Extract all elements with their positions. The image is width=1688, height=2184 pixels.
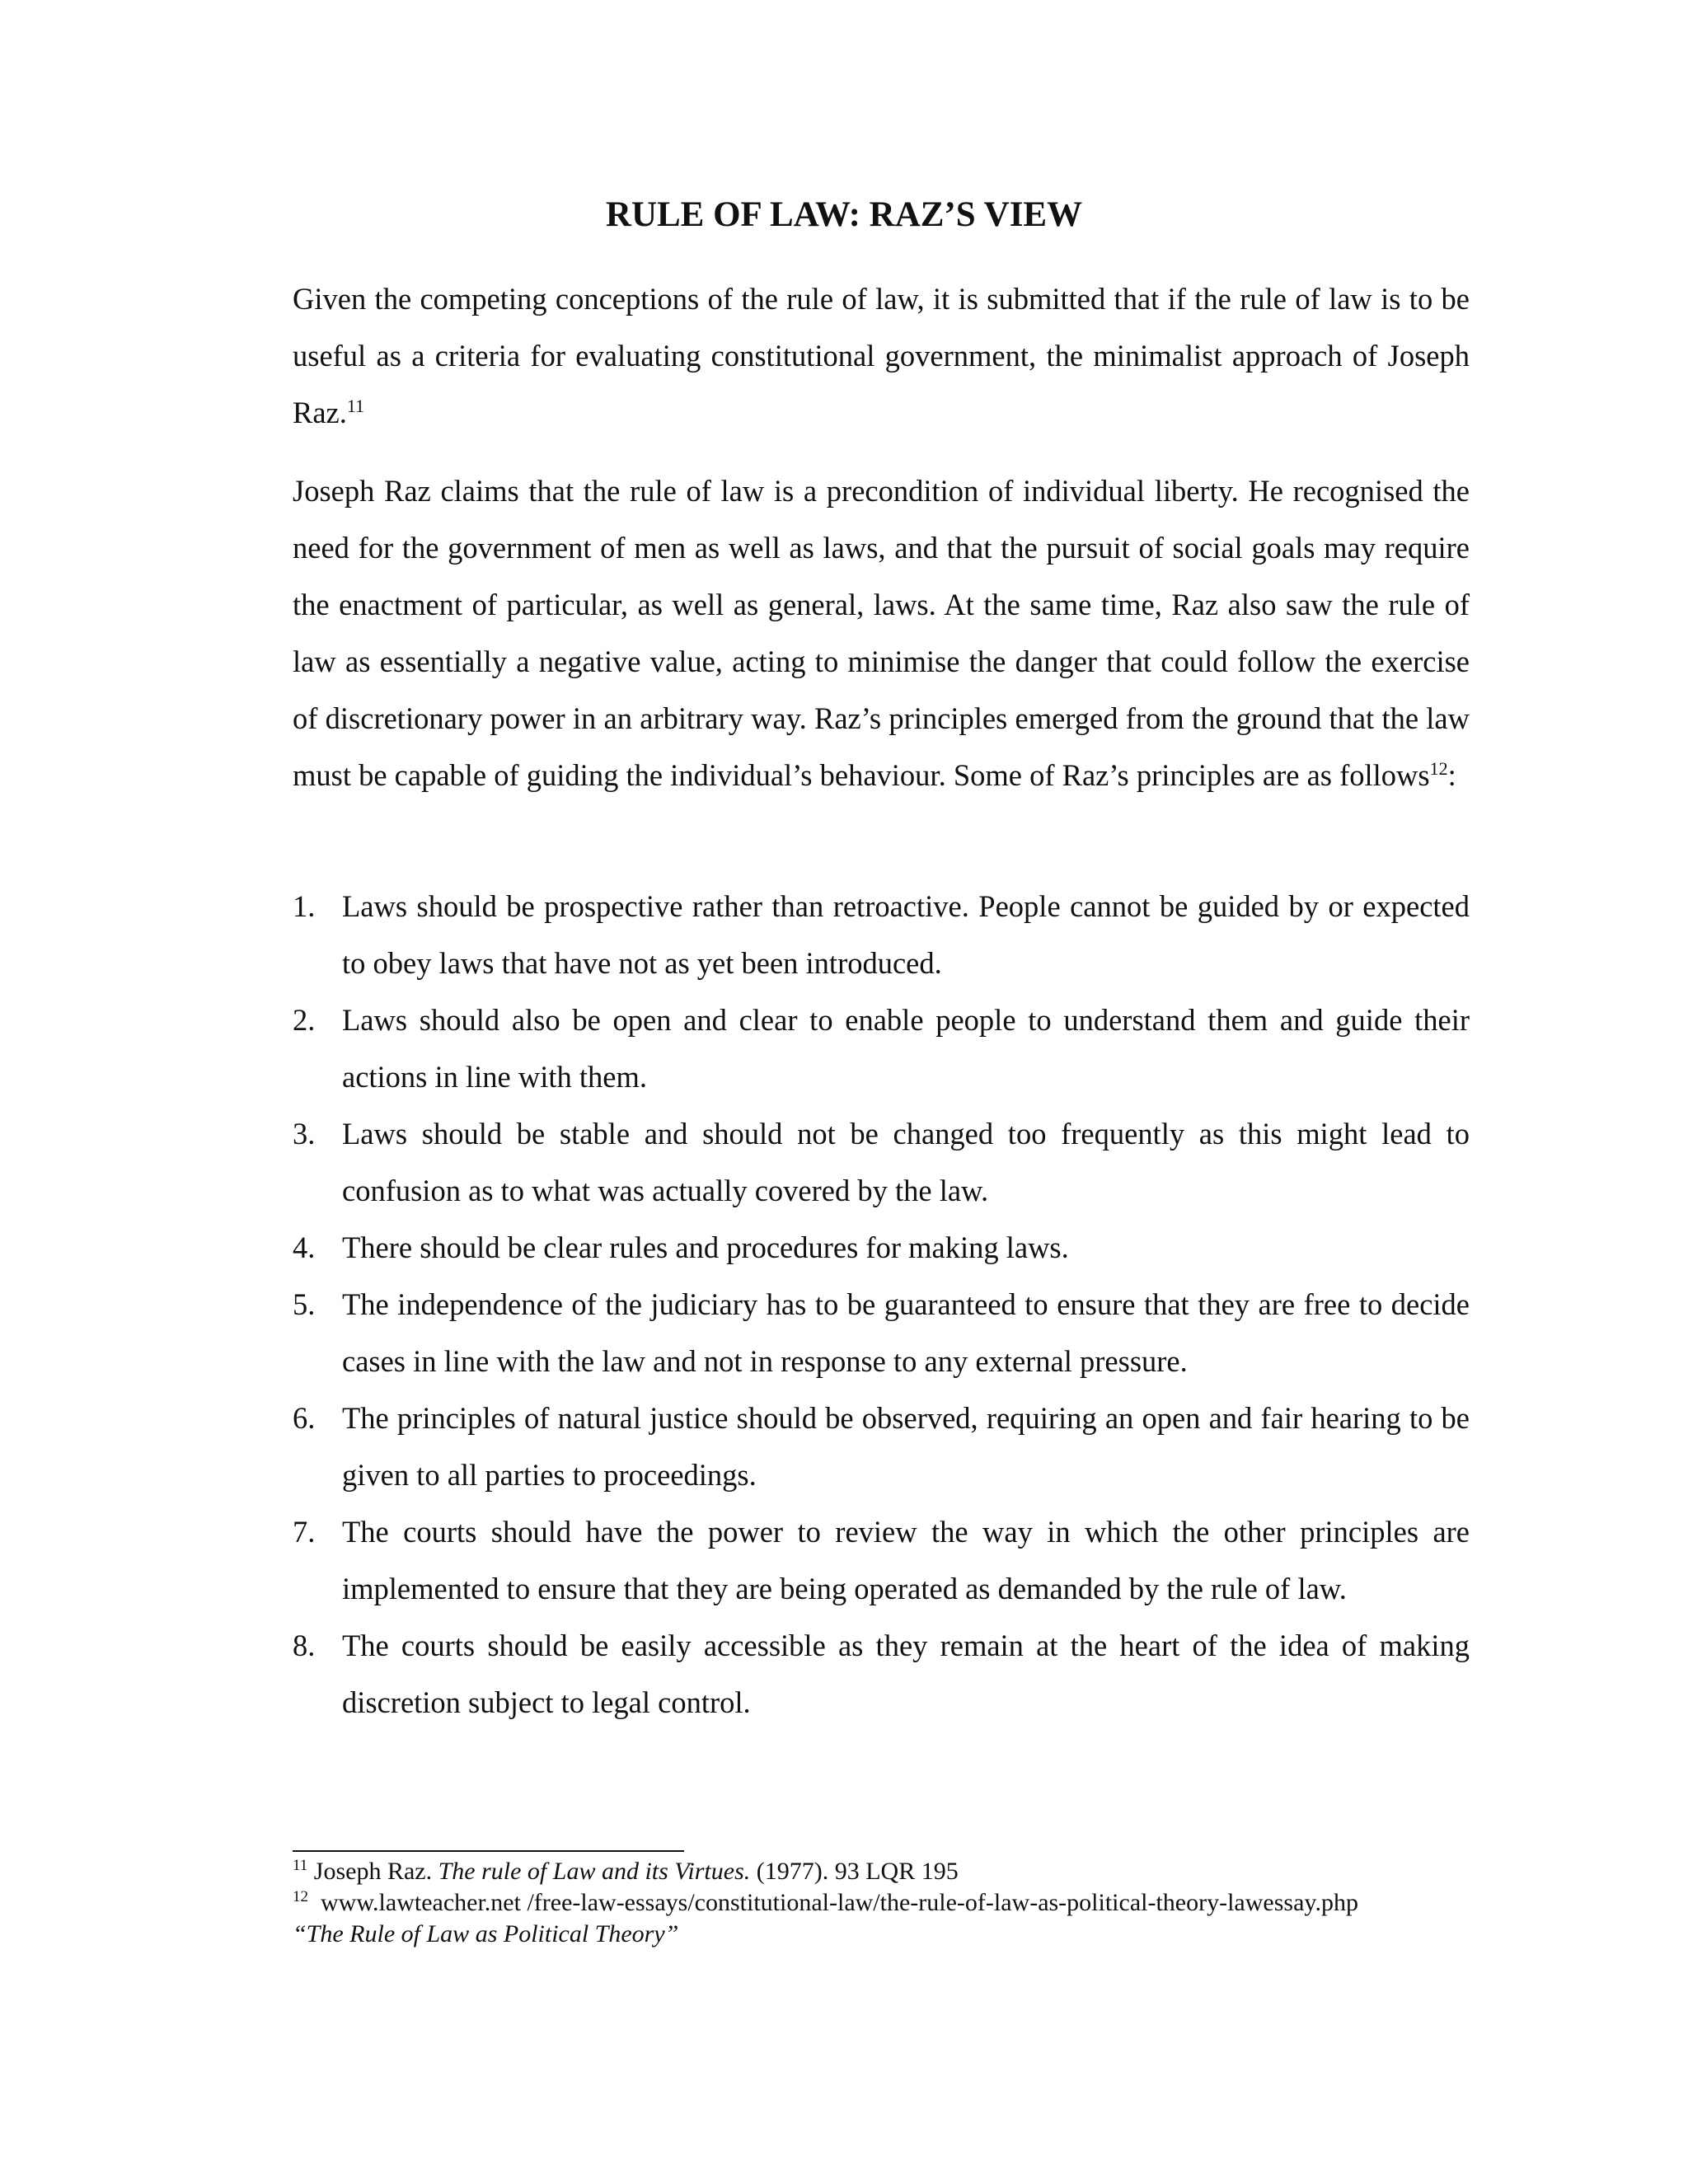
list-item-text: There should be clear rules and procedures for making laws.: [342, 1230, 1069, 1264]
list-item-text: Laws should be stable and should not be changed too frequently as this might lead to confusion as to what was actually covered by the law.: [342, 1117, 1470, 1207]
footnote-12-title: “The Rule of Law as Political Theory”: [293, 1920, 679, 1947]
footnote-divider: [293, 1850, 684, 1852]
footnote-author: Joseph Raz.: [307, 1858, 438, 1885]
list-item: [293, 878, 1470, 991]
footnote-work-title: The rule of Law and its Virtues.: [438, 1858, 751, 1885]
raz-text: Joseph Raz claims that the rule of law is a precondition of individual liberty. He recognised the need for the government of men as well as laws, and that the pursuit of social goals may require the enactment of particular, as well as general, laws. At the same time, Raz also saw the rule of law as essentially a negative value, acting to minimise the danger that could follow the exercise of discretionary power in an arbitrary way. Raz’s principles emerged from the ground that the law must be capable of guiding the individual’s behaviour. Some of Raz’s principles are as follows: [293, 474, 1470, 792]
intro-text: Given the competing conceptions of the rule of law, it is submitted that if the rule of law is to be useful as a criteria for evaluating constitutional government, the minimalist approach of Joseph Raz.: [293, 282, 1470, 429]
footnote-citation: (1977). 93 LQR 195: [750, 1858, 959, 1885]
list-item: [293, 991, 1470, 1105]
list-item-number: 4.: [293, 1230, 316, 1264]
list-item-text: The courts should have the power to review the way in which the other principles are implemented to ensure that they are being operated as demanded by the rule of law.: [342, 1515, 1470, 1605]
list-item-text: The principles of natural justice should be observed, requiring an open and fair hearing to be given to all parties to proceedings.: [342, 1401, 1470, 1492]
list-item: [293, 1503, 1470, 1617]
list-item-text: Laws should be prospective rather than retroactive. People cannot be guided by or expected to obey laws that have not as yet been introduced.: [342, 889, 1470, 980]
list-item: [293, 1105, 1470, 1219]
footnote-mark: 11: [293, 1857, 308, 1874]
footnote-12: [293, 1887, 1479, 1919]
page-title: RULE OF LAW: RAZ’S VIEW: [605, 195, 1083, 234]
footnote-mark: 12: [293, 1888, 308, 1905]
list-item: [293, 1219, 1470, 1276]
footnote-url-link[interactable]: www.lawteacher.net /free-law-essays/constitutional-law/the-rule-of-law-as-political-theory-lawessay.php: [308, 1889, 1358, 1916]
footnotes: [293, 1856, 1479, 1950]
intro-paragraph: [293, 270, 1470, 441]
principles-list: [293, 878, 1470, 1731]
raz-paragraph: [293, 462, 1470, 804]
footnote-ref-11[interactable]: 11: [346, 395, 365, 416]
footnote-ref-12[interactable]: 12: [1429, 757, 1448, 779]
raz-text-end: :: [1447, 758, 1456, 792]
list-item-number: 2.: [293, 1003, 316, 1037]
list-item-number: 1.: [293, 889, 316, 923]
list-item: [293, 1617, 1470, 1731]
list-item: [293, 1390, 1470, 1503]
list-item-text: The independence of the judiciary has to be guaranteed to ensure that they are free to decide cases in line with the law and not in response to any external pressure.: [342, 1287, 1470, 1378]
list-item-number: 6.: [293, 1401, 316, 1435]
list-item-number: 3.: [293, 1117, 316, 1151]
list-item-number: 5.: [293, 1287, 316, 1321]
list-item-text: Laws should also be open and clear to enable people to understand them and guide their actions in line with them.: [342, 1003, 1470, 1094]
list-item-number: 8.: [293, 1629, 316, 1662]
list-item-number: 7.: [293, 1515, 316, 1549]
footnote-11: [293, 1856, 1479, 1887]
list-item: [293, 1276, 1470, 1390]
list-item-text: The courts should be easily accessible as they remain at the heart of the idea of making discretion subject to legal control.: [342, 1629, 1470, 1719]
